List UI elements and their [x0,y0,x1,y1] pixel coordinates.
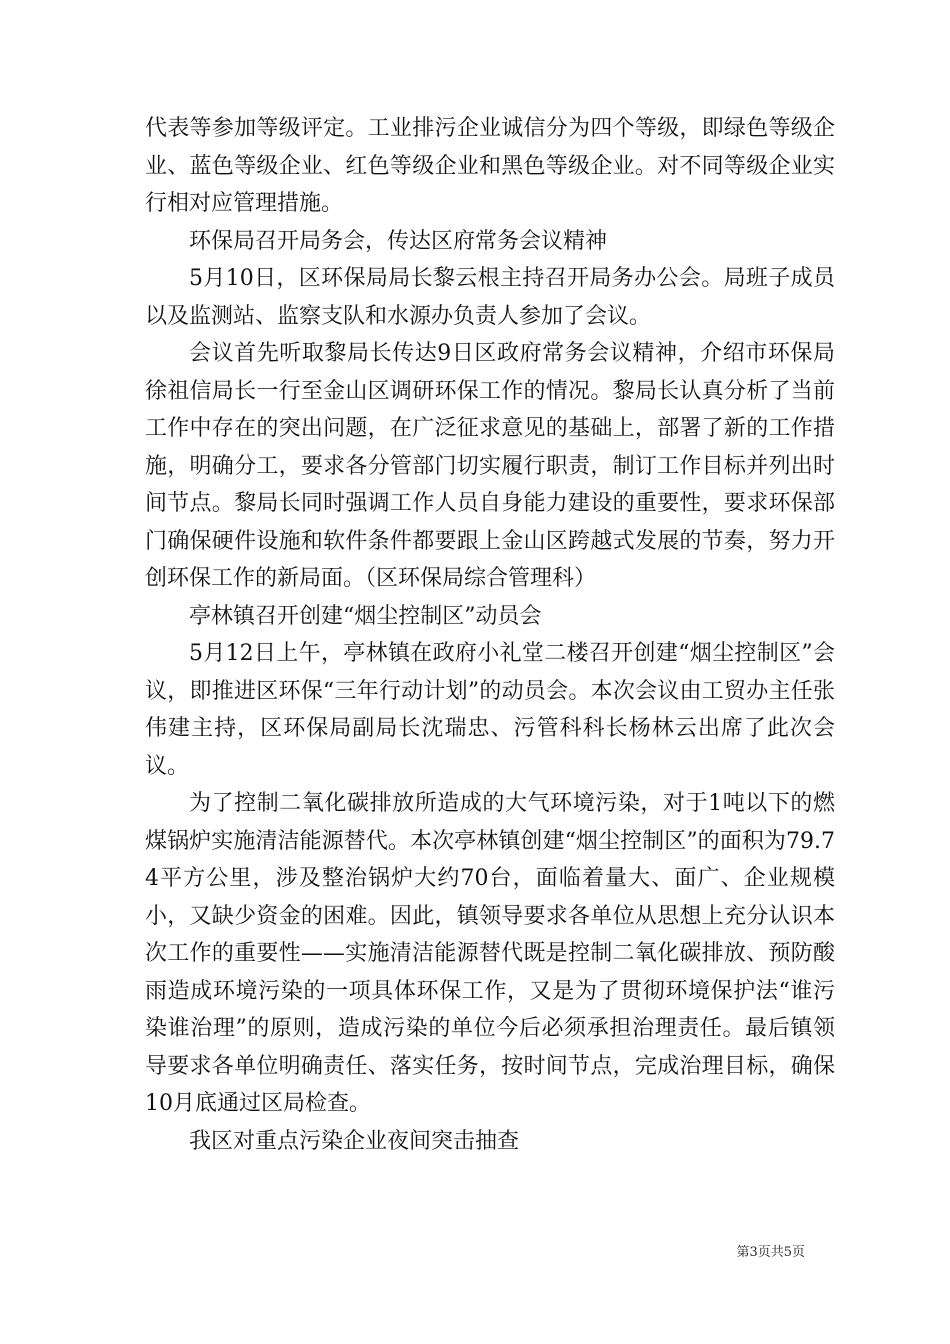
paragraph-bureau-meeting-intro: 5月10日，区环保局局长黎云根主持召开局务办公会。局班子成员以及监测站、监察支队和水源办负责人参加了会议。 [145,266,835,329]
heading-bureau-meeting: 环保局召开局务会，传达区府常务会议精神 [189,228,608,254]
paragraph-tinglin-clean-energy: 为了控制二氧化碳排放所造成的大气环境污染，对于1吨以下的燃煤锅炉实施清洁能源替代。本次亭林镇创建“烟尘控制区”的面积为79.74平方公里，涉及整治锅炉大约70台，面临着量大、面广、企业规模小，又缺少资金的困难。因此，镇领导要求各单位从思想上充分认识本次工作的重要性——实施清洁能源替代既是控制二氧化碳排放、预防酸雨造成环境污染的一项具体环保工作，又是为了贯彻环境保护法“谁污染谁治理”的原则，造成污染的单位今后必须承担治理责任。最后镇领导要求各单位明确责任、落实任务，按时间节点，完成治理目标，确保10月底通过区局检查。 [145,791,835,1116]
paragraph-bureau-meeting-details: 会议首先听取黎局长传达9日区政府常务会议精神，介绍市环保局徐祖信局长一行至金山区调研环保工作的情况。黎局长认真分析了当前工作中存在的突出问题，在广泛征求意见的基础上，部署了新的工作措施，明确分工，要求各分管部门切实履行职责，制订工作目标并列出时间节点。黎局长同时强调工作人员自身能力建设的重要性，要求环保部门确保硬件设施和软件条件都要跟上金山区跨越式发展的节奏，努力开创环保工作的新局面。（区环保局综合管理科） [145,341,835,591]
page-number: 第3页共5页 [736,1245,805,1260]
paragraph-tinglin-meeting-intro: 5月12日上午，亭林镇在政府小礼堂二楼召开创建“烟尘控制区”会议，即推进区环保“三年行动计划”的动员会。本次会议由工贸办主任张伟建主持，区环保局副局长沈瑞忠、污管科科长杨林云出席了此次会议。 [145,641,835,779]
heading-night-inspection: 我区对重点污染企业夜间突击抽查 [189,1128,520,1154]
paragraph-continued-grading: 代表等参加等级评定。工业排污企业诚信分为四个等级，即绿色等级企业、蓝色等级企业、红色等级企业和黑色等级企业。对不同等级企业实行相对应管理措施。 [145,116,835,216]
document-body [145,110,835,1160]
heading-tinglin-smoke-control: 亭林镇召开创建“烟尘控制区”动员会 [189,603,542,629]
